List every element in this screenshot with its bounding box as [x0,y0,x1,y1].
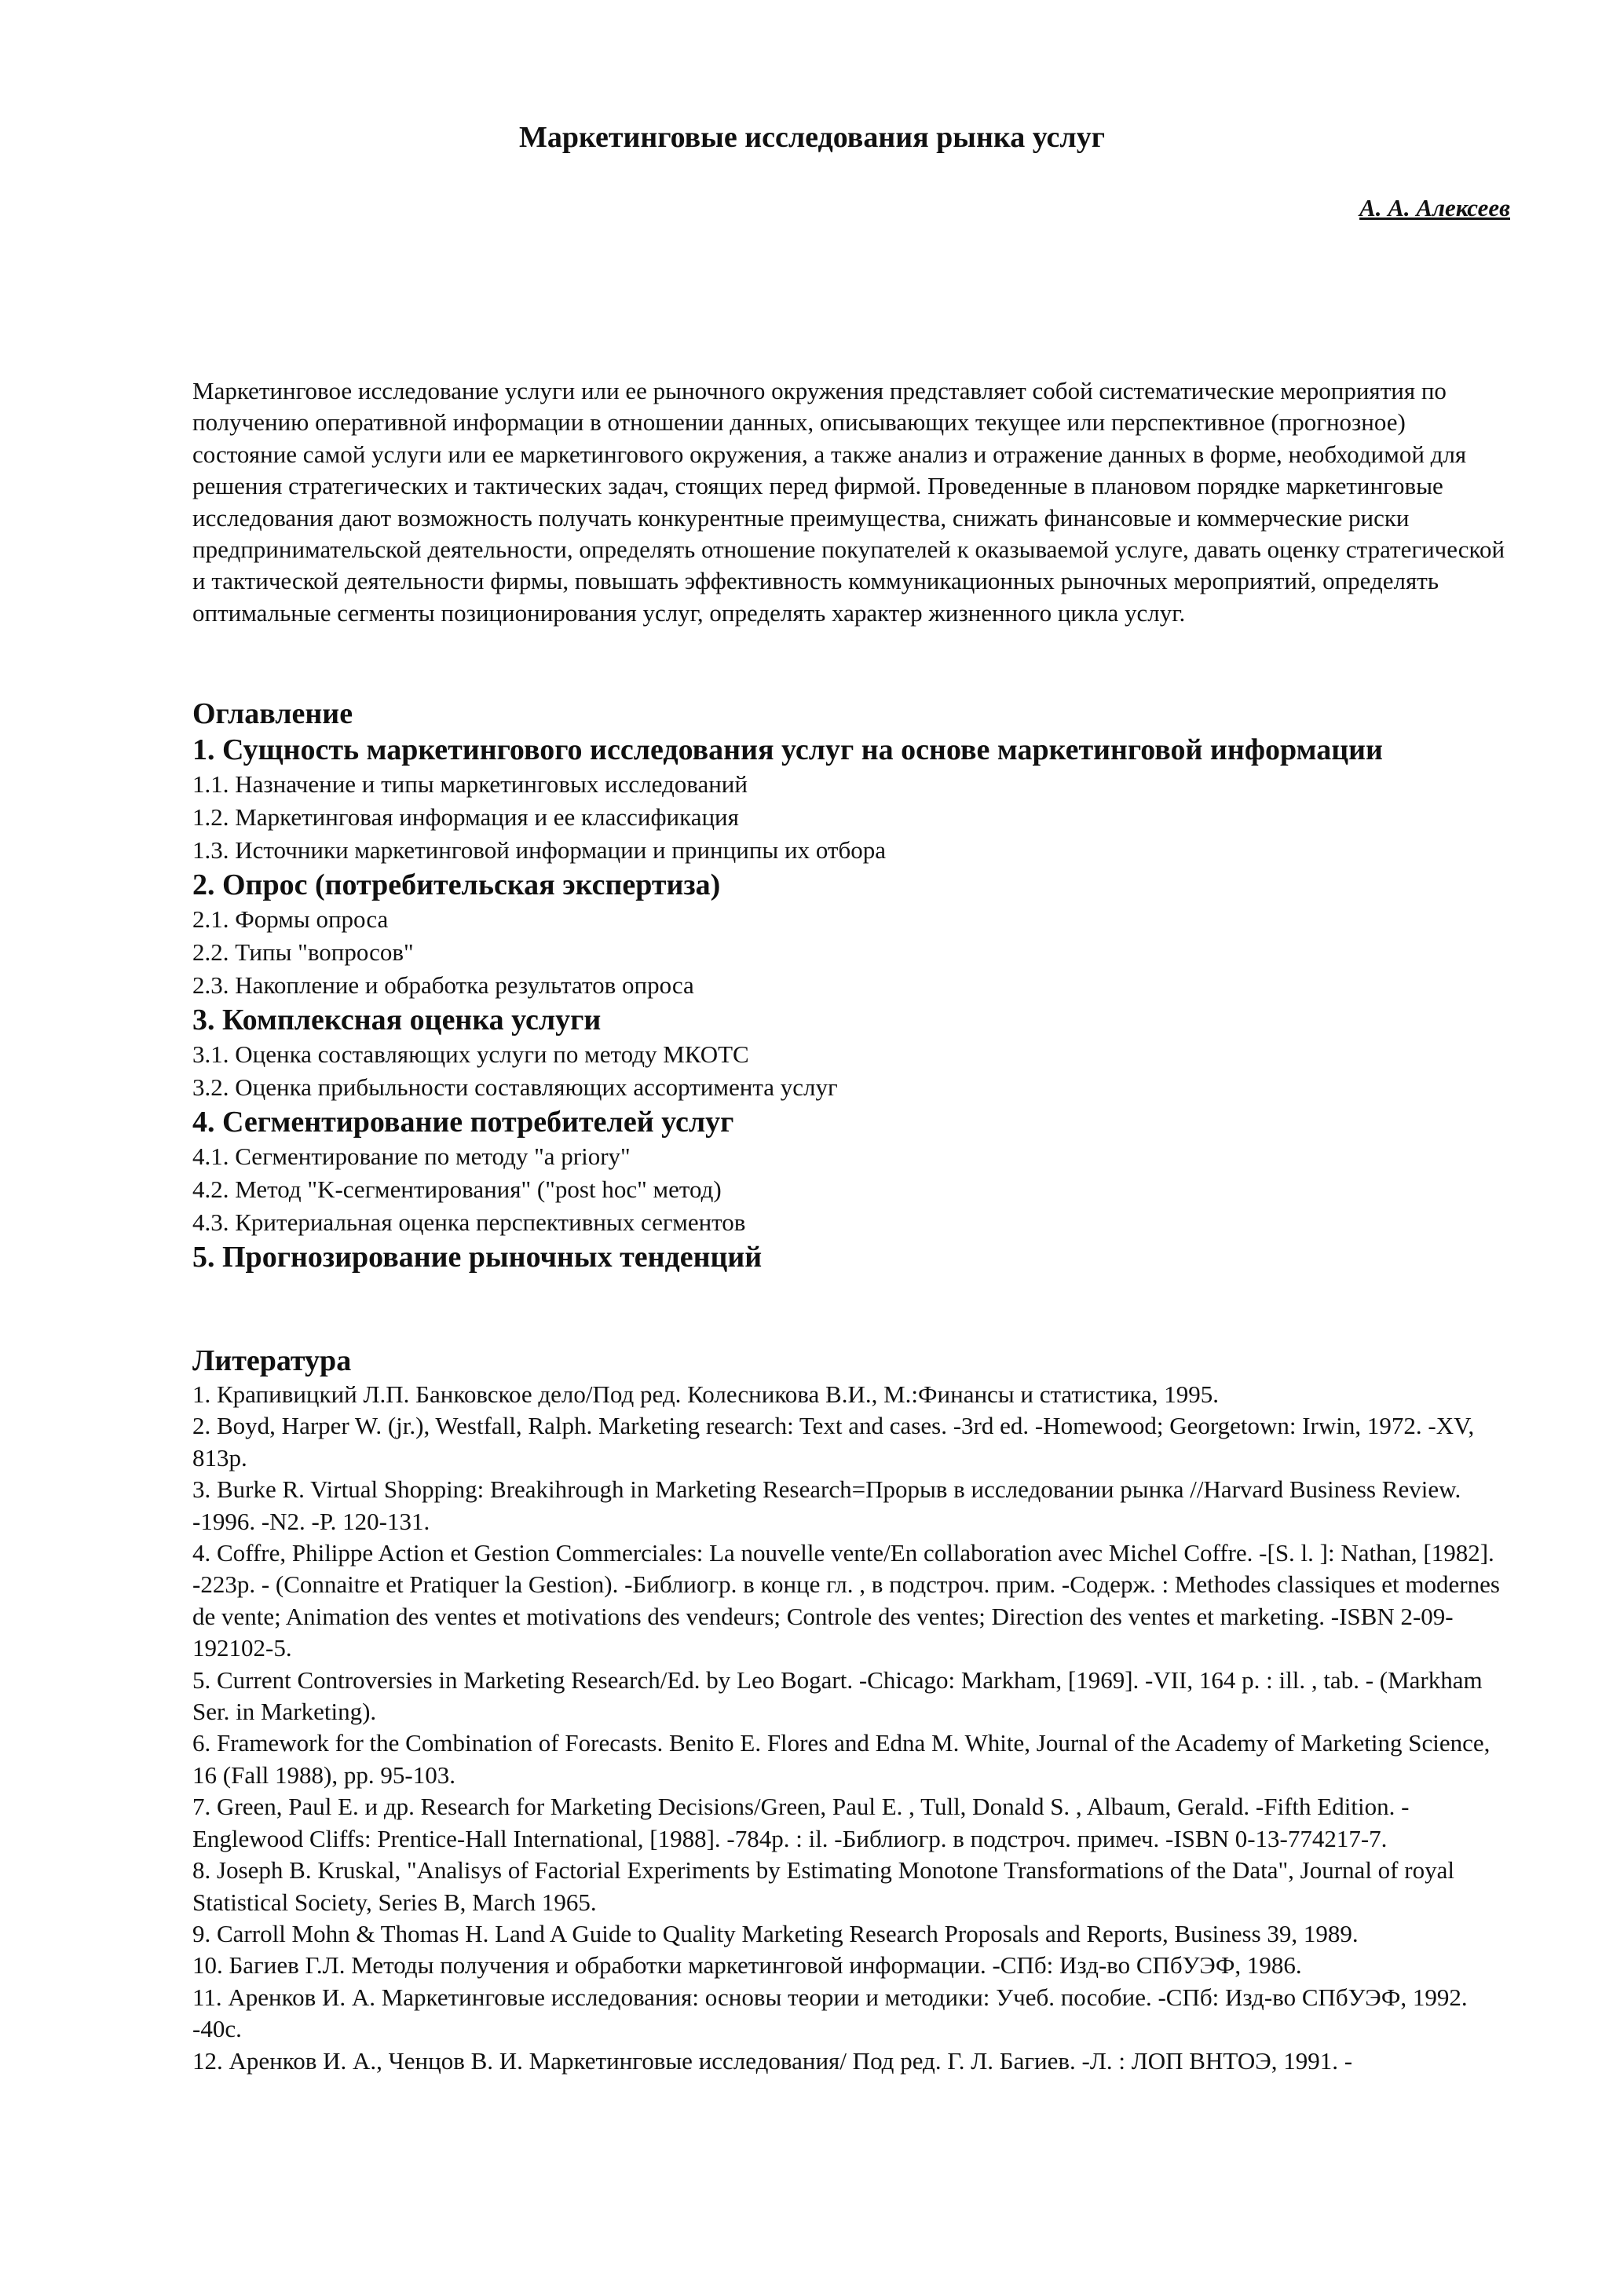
toc-item: 4.1. Сегментирование по методу "a priory" [192,1143,631,1170]
reference-item: 8. Joseph B. Kruskal, "Analisys of Factorial Experiments by Estimating Monotone Transformations of the Data", Journal of royal Statistical Society, Series B, March 1965. [192,1856,1454,1916]
reference-item: 4. Coffre, Philippe Action et Gestion Commerciales: La nouvelle vente/En collaboration avec Michel Coffre. -[S. l. ]: Nathan, [1982]. -223p. - (Connaitre et Pratiquer la Gestion). -Библиогр. в конце гл. , в подстроч. прим. -Содерж. : Methodes classiques et modernes de vente; Animation des ventes et motivations des vendeurs; Controle des ventes; Direction des ventes et marketing. -ISBN 2-09-192102-5. [192,1539,1500,1662]
toc-item: 4.3. Критериальная оценка перспективных сегментов [192,1208,746,1236]
reference-item: 9. Carroll Mohn & Thomas H. Land A Guide to Quality Marketing Research Proposals and Reports, Business 39, 1989. [192,1919,1359,1947]
toc-section-4: 4. Сегментирование потребителей услуг [192,1106,734,1139]
document-author: А. А. Алексеев [1359,194,1510,221]
reference-item: 2. Boyd, Harper W. (jr.), Westfall, Ralph. Marketing research: Text and cases. -3rd ed. -Homewood; Georgetown: Irwin, 1972. -XV, 813p. [192,1412,1475,1472]
toc-item: 1.1. Назначение и типы маркетинговых исследований [192,770,748,798]
reference-item: 1. Крапивицкий Л.П. Банковское дело/Под ред. Колесникова В.И., М.:Финансы и статистика, 1995. [192,1380,1220,1408]
toc-item: 4.2. Метод "K-сегментирования" ("post hoc" метод) [192,1175,722,1203]
toc-item: 1.3. Источники маркетинговой информации и принципы их отбора [192,836,887,864]
toc-section-2: 2. Опрос (потребительская экспертиза) [192,868,721,901]
toc-section-5: 5. Прогнозирование рыночных тенденций [192,1241,763,1274]
reference-item: 5. Current Controversies in Marketing Research/Ed. by Leo Bogart. -Chicago: Markham, [1969]. -VII, 164 p. : ill. , tab. - (Markham Ser. in Marketing). [192,1665,1483,1726]
toc-item: 2.1. Формы опроса [192,905,389,933]
reference-item: 7. Green, Paul E. и др. Research for Marketing Decisions/Green, Paul E. , Tull, Donald S. , Albaum, Gerald. -Fifth Edition. -Englewood Cliffs: Prentice-Hall International, [1988]. -784p. : il. -Библиогр. в подстроч. примеч. -ISBN 0-13-774217-7. [192,1793,1410,1852]
toc-item: 3.2. Оценка прибыльности составляющих ассортимента услуг [192,1073,838,1101]
toc-item: 2.2. Типы "вопросов" [192,938,414,966]
toc-section-3: 3. Комплексная оценка услуги [192,1004,602,1036]
reference-item: 11. Аренков И. А. Маркетинговые исследования: основы теории и методики: Учеб. пособие. -СПб: Изд-во СПбУЭФ, 1992. -40с. [192,1983,1468,2043]
toc-item: 1.2. Маркетинговая информация и ее классификация [192,803,739,831]
reference-item: 3. Burke R. Virtual Shopping: Breakihrough in Marketing Research=Прорыв в исследовании рынка //Harvard Business Review. -1996. -N2. -P. 120-131. [192,1475,1461,1535]
literature-heading: Литература [192,1344,352,1377]
literature-section [192,1343,1512,2077]
reference-item: 6. Framework for the Combination of Forecasts. Benito E. Flores and Edna M. White, Journal of the Academy of Marketing Science, 16 (Fall 1988), pp. 95-103. [192,1729,1490,1789]
document-title: Маркетинговые исследования рынка услуг [519,121,1105,154]
reference-item: 10. Багиев Г.Л. Методы получения и обработки маркетинговой информации. -СПб: Изд-во СПбУЭФ, 1986. [192,1951,1302,1980]
toc-section-1: 1. Сущность маркетингового исследования услуг на основе маркетинговой информации [192,733,1383,766]
table-of-contents [192,696,1512,1275]
toc-heading: Оглавление [192,697,353,730]
toc-item: 2.3. Накопление и обработка результатов опроса [192,971,694,999]
intro-paragraph: Маркетинговое исследование услуги или ее рыночного окружения представляет собой систематические мероприятия по получению оперативной информации в отношении данных, описывающих текущее или перспективное (прогнозное) состояние самой услуги или ее маркетингового окружения, а также анализ и отражение данных в форме, необходимой для решения стратегических и тактических задач, стоящих перед фирмой. Проведенные в плановом порядке маркетинговые исследования дают возможность получать конкурентные преимущества, снижать финансовые и коммерческие риски предпринимательской деятельности, определять отношение покупателей к оказываемой услуге, давать оценку стратегической и тактической деятельности фирмы, повышать эффективность коммуникационных рыночных мероприятий, определять оптимальные сегменты позиционирования услуг, определять характер жизненного цикла услуг. [192,377,1505,627]
reference-item: 12. Аренков И. А., Ченцов В. И. Маркетинговые исследования/ Под ред. Г. Л. Багиев. -Л. : ЛОП ВНТОЭ, 1991. - [192,2046,1353,2075]
toc-item: 3.1. Оценка составляющих услуги по методу МКОТС [192,1040,749,1068]
